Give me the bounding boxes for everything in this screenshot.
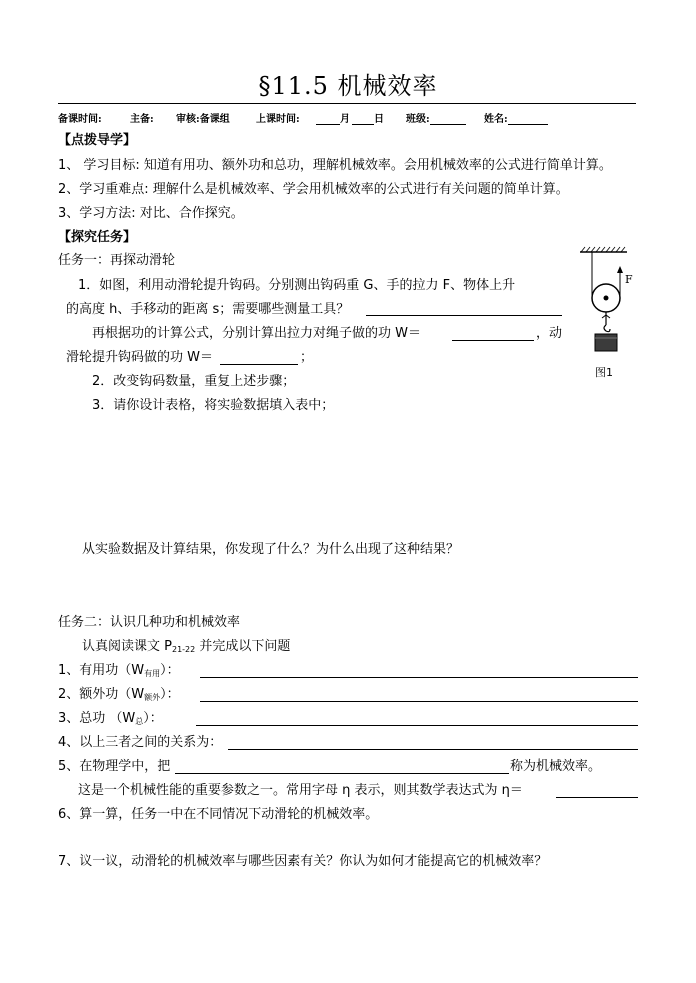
pulley-work-blank[interactable] <box>220 364 298 365</box>
q2-end: ）： <box>160 687 180 702</box>
q4-label: 4、以上三者之间的关系为： <box>58 735 223 750</box>
page-title: §11.5 机械效率 <box>258 72 438 100</box>
task1-title: 任务一：再探动滑轮 <box>58 253 176 268</box>
q3-label <box>58 711 163 730</box>
task1-step3: 3．请你设计表格，将实验数据填入表中； <box>92 398 335 413</box>
figure-caption: 图1 <box>595 366 613 379</box>
pulley-figure <box>575 246 645 381</box>
q6-text: 6、算一算，任务一中在不同情况下动滑轮的机械效率。 <box>58 807 379 822</box>
hook-weight <box>595 334 617 351</box>
q1-end: ）： <box>160 663 180 678</box>
q3-answer-blank[interactable] <box>196 725 638 726</box>
class-label: 班级: <box>406 114 430 125</box>
q2-text: 2、额外功（W <box>58 687 145 702</box>
q2-label <box>58 687 180 706</box>
tools-answer-blank[interactable] <box>366 315 562 316</box>
task1-step1-line1: 1．如图，利用动滑轮提升钩码。分别测出钩码重 G、手的拉力 F、物体上升 <box>78 278 516 293</box>
task1-step1-line2: 的高度 h、手移动的距离 s；需要哪些测量工具？ <box>66 302 350 317</box>
task2-title: 任务二：认识几种功和机械效率 <box>58 615 241 630</box>
guide-header: 【点拨导学】 <box>58 133 137 148</box>
force-label: F <box>625 273 633 286</box>
month-field[interactable] <box>316 110 350 125</box>
task1-step2: 2．改变钩码数量，重复上述步骤； <box>92 374 296 389</box>
q5-answer-blank[interactable] <box>175 773 509 774</box>
review-label: 审核:备课组 <box>176 114 230 125</box>
month-label: 月 <box>340 114 350 125</box>
prep-time-label: 备课时间: <box>58 114 102 125</box>
q4-answer-blank[interactable] <box>228 749 638 750</box>
q1-text: 1、有用功（W <box>58 663 145 678</box>
day-label: 日 <box>374 114 384 125</box>
q1-label <box>58 663 180 682</box>
q1-answer-blank[interactable] <box>200 677 638 678</box>
guide-item-1: 1、 学习目标: 知道有用功、额外功和总功，理解机械效率。会用机械效率的公式进行简单计算。 <box>58 158 612 173</box>
name-label: 姓名: <box>484 114 508 125</box>
main-prep-label: 主备: <box>130 114 154 125</box>
efficiency-formula-blank[interactable] <box>556 797 638 798</box>
task2-intro-pages: 21-22 <box>171 645 196 654</box>
q5-line2: 这是一个机械性能的重要参数之一。常用字母 η 表示，则其数学表达式为 η＝ <box>78 783 523 798</box>
task2-intro-end: 并完成以下问题 <box>195 639 291 654</box>
q5-label: 5、在物理学中，把 <box>58 759 171 774</box>
title-rule <box>58 103 636 104</box>
guide-item-2: 2、学习重难点: 理解什么是机械效率、学会用机械效率的公式进行有关问题的简单计算。 <box>58 182 569 197</box>
rope-work-blank[interactable] <box>452 340 534 341</box>
q3-text: 3、总功 （W <box>58 711 136 726</box>
name-field[interactable] <box>484 110 548 125</box>
pulley-diagram <box>575 246 645 381</box>
task1-step1-line3: 再根据功的计算公式，分别计算出拉力对绳子做的功 W＝ <box>92 326 421 341</box>
q5-end: 称为机械效率。 <box>510 759 602 774</box>
q3-end: ）： <box>143 711 163 726</box>
guide-item-3: 3、学习方法: 对比、合作探究。 <box>58 206 244 221</box>
q1-sub: 有用 <box>144 669 161 678</box>
q2-answer-blank[interactable] <box>200 701 638 702</box>
task1-question: 从实验数据及计算结果，你发现了什么？为什么出现了这种结果？ <box>82 542 460 557</box>
q2-sub: 额外 <box>144 693 161 702</box>
q7-text: 7、议一议，动滑轮的机械效率与哪些因素有关？你认为如何才能提高它的机械效率？ <box>58 854 548 869</box>
q3-sub: 总 <box>135 717 144 726</box>
task1-step1-line3-end: ，动 <box>536 326 563 341</box>
task2-intro-text: 认真阅读课文 P <box>82 639 172 654</box>
task1-step1-line4-end: ； <box>300 350 314 365</box>
task1-step1-line4: 滑轮提升钩码做的功 W＝ <box>66 350 213 365</box>
explore-header: 【探究任务】 <box>58 230 137 245</box>
task2-intro <box>82 639 290 658</box>
day-field[interactable] <box>352 110 384 125</box>
class-field[interactable] <box>406 110 466 125</box>
class-time-label: 上课时间: <box>256 114 300 125</box>
